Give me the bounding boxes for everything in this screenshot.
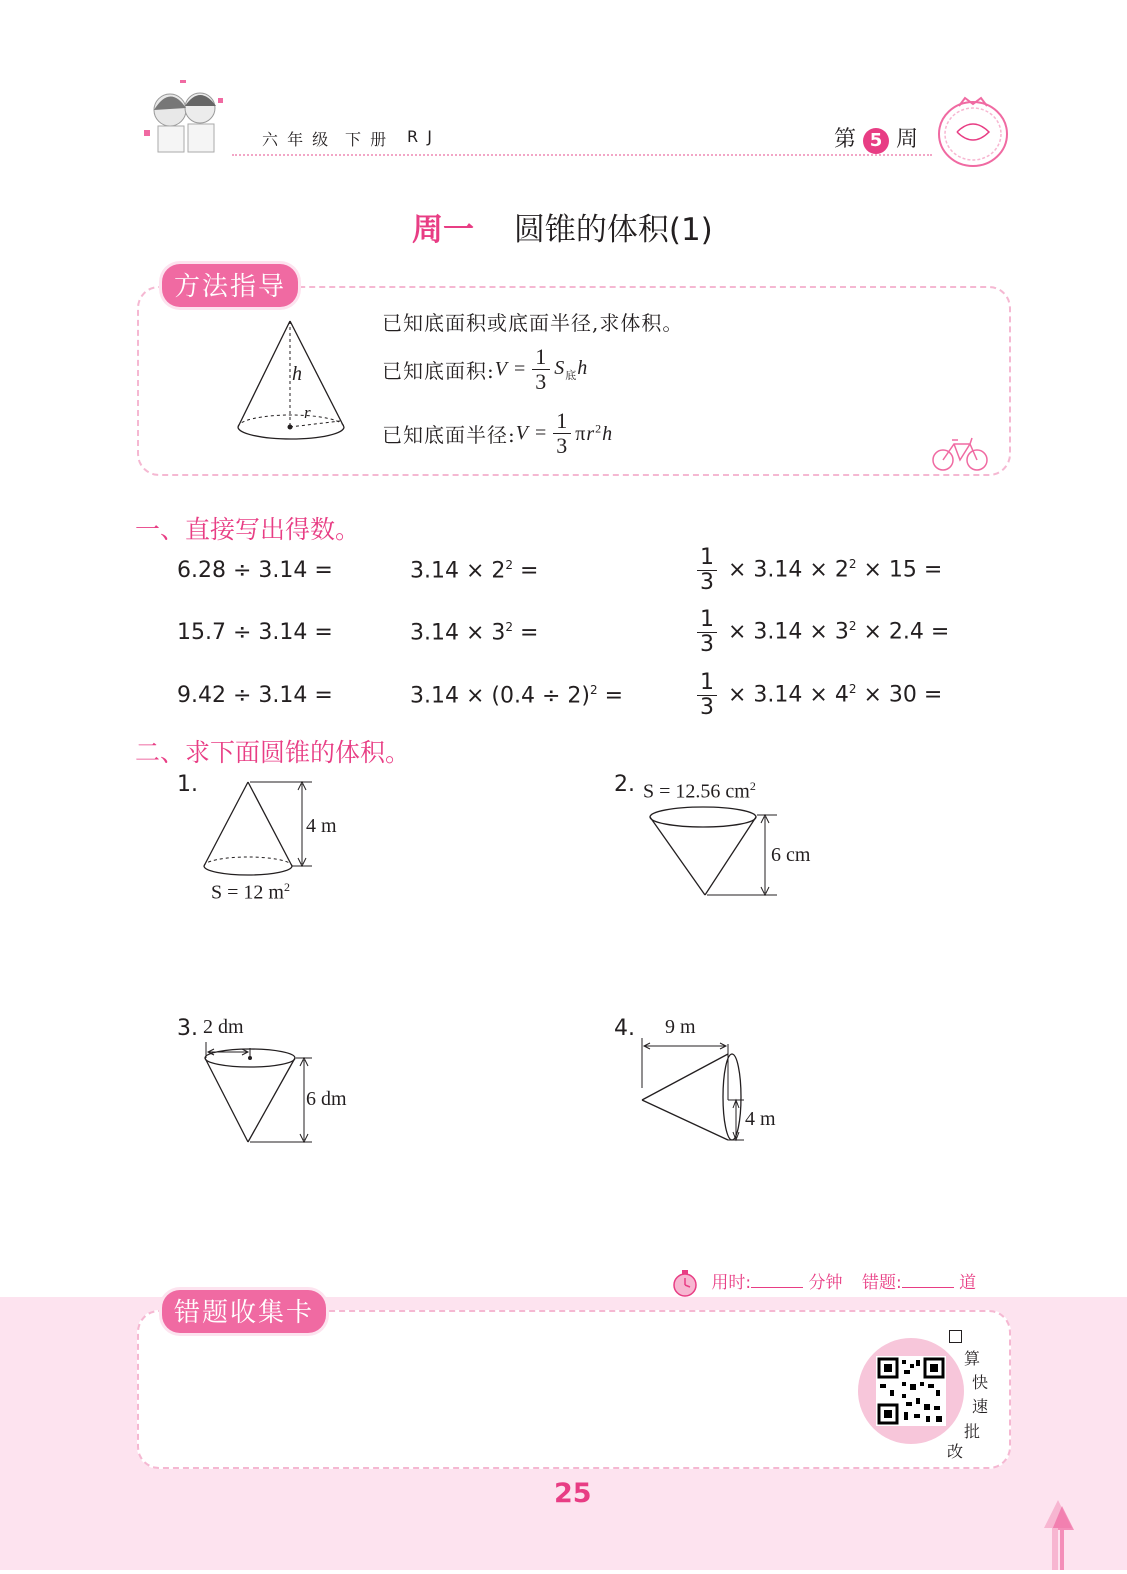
fraction-numerator: 1 [553,409,571,434]
fraction-denominator: 3 [535,369,548,394]
week-suffix: 周 [896,127,919,152]
header-volume: 下 册 [345,130,389,149]
calc-3-3 [697,671,942,720]
fraction-denominator: 3 [700,695,714,720]
problem4-cone [636,1036,761,1146]
mascot-icon [140,78,235,158]
formula-v: V [494,358,508,380]
problem1-base-area [211,880,290,905]
method-line2 [382,345,588,394]
author-seal-icon [935,96,1011,168]
formula-base-area: $S_底h$ [554,356,589,382]
error-collection-tag: 错题收集卡 [162,1290,326,1333]
problem4-length: 9 m [665,1016,696,1038]
fraction-numerator: 1 [697,671,717,696]
timer-line [672,1268,976,1297]
problem1-cone [198,778,318,878]
qr-caption-4: 批 [964,1422,981,1441]
fraction-denominator: 3 [556,433,569,458]
errors-unit: 道 [959,1273,977,1293]
fraction-numerator: 1 [697,546,717,571]
qr-caption-2: 快 [972,1373,989,1392]
formula-v2: V [515,422,529,444]
calc-2-2 [410,620,538,645]
base-area-value: S = 12 m [211,881,284,904]
calc-2-1: 15.7 ÷ 3.14 = [177,620,333,645]
header-edition: R J [407,127,434,146]
calc-tail: = [597,683,624,709]
header-divider [232,154,932,156]
calc-mid: × 3.14 × 4 [728,682,849,708]
minutes-label: 分钟 [808,1273,843,1293]
calc-fraction [697,608,717,657]
problem1-height: 4 m [306,815,337,837]
formula-eq: = [507,358,533,380]
method-tag: 方法指导 [162,264,298,307]
title-day: 周一 [412,212,474,248]
arrow-decoration-icon [1040,1498,1076,1570]
calc-1-3 [697,546,942,595]
calc-3-1: 9.42 ÷ 3.14 = [177,683,333,708]
calc-exp: 2 [589,683,598,697]
cone-height-label: h [292,363,302,385]
errors-blank[interactable] [902,1287,954,1288]
cone-diagram [232,315,352,445]
problem3-radius: 2 dm [203,1016,244,1038]
calc-1-1: 6.28 ÷ 3.14 = [177,558,333,583]
qr-caption-5: 改 [947,1442,964,1461]
calc-exp: 2 [505,620,514,634]
problem4-radius: 4 m [745,1108,776,1130]
cone-radius-label: r [304,403,311,422]
calc-tail: × 15 = [856,557,943,583]
calc-mid: × 3.14 × 3 [728,619,849,645]
calc-exp: 2 [505,558,514,572]
problem1-number: 1. [177,772,198,797]
week-number-badge: 5 [863,128,889,154]
calc-exp: 2 [848,619,857,634]
section1-title: 一、直接写出得数。 [135,515,361,544]
calc-tail: × 2.4 = [856,619,950,645]
base-area-exp: 2 [749,779,756,793]
formula-fraction [532,345,550,394]
calc-exp: 2 [848,557,857,572]
problem3-height: 6 dm [306,1088,347,1110]
week-indicator [834,122,918,154]
method-line1: 已知底面积或底面半径,求体积。 [382,311,684,335]
calc-base: 3.14 × (0.4 ÷ 2) [410,683,590,709]
calc-tail: = [513,558,539,584]
calc-base: 3.14 × 3 [410,620,506,646]
problem2-height: 6 cm [771,844,811,866]
base-area-value: S = 12.56 cm [643,780,750,803]
calc-3-2 [410,683,623,708]
formula-eq2: = [528,422,554,444]
calc-fraction [697,671,717,720]
qr-code-icon[interactable] [876,1356,946,1426]
problem2-number: 2. [614,772,635,797]
problem3-number: 3. [177,1016,198,1041]
base-area-exp: 2 [283,880,290,894]
week-prefix: 第 [834,127,857,152]
calc-tail: = [513,620,539,646]
page-number: 25 [554,1478,592,1509]
formula-fraction2 [553,409,571,458]
fraction-denominator: 3 [700,632,714,657]
formula-radius: $\pi r^2h$ [575,421,614,445]
calc-exp: 2 [848,682,857,697]
calc-1-2 [410,558,538,583]
bicycle-icon [930,434,990,472]
stopwatch-icon [672,1269,698,1297]
calc-mid: × 3.14 × 2 [728,557,849,583]
calc-base: 3.14 × 2 [410,558,506,584]
fraction-numerator: 1 [532,345,550,370]
section2-title: 二、求下面圆锥的体积。 [135,738,411,767]
qr-caption-1: 算 [964,1349,981,1368]
method-line3 [382,409,613,458]
time-label: 用时: [711,1273,752,1293]
page-title [412,204,713,249]
problem2-cone [645,805,785,900]
errors-label: 错题: [861,1273,902,1293]
calc-tail: × 30 = [856,682,943,708]
fraction-denominator: 3 [700,570,714,595]
method-line2-prefix: 已知底面积: [382,359,495,383]
qr-caption-3: 速 [972,1397,989,1416]
problem2-base-area [643,779,756,804]
calc-2-3 [697,608,949,657]
time-blank[interactable] [751,1287,803,1288]
method-line3-prefix: 已知底面半径: [382,423,516,447]
title-topic: 圆锥的体积(1) [513,212,713,248]
qr-checkbox[interactable] [949,1330,962,1343]
calc-fraction [697,546,717,595]
header-grade: 六 年 级 [262,130,331,149]
fraction-numerator: 1 [697,608,717,633]
problem4-number: 4. [614,1016,635,1041]
